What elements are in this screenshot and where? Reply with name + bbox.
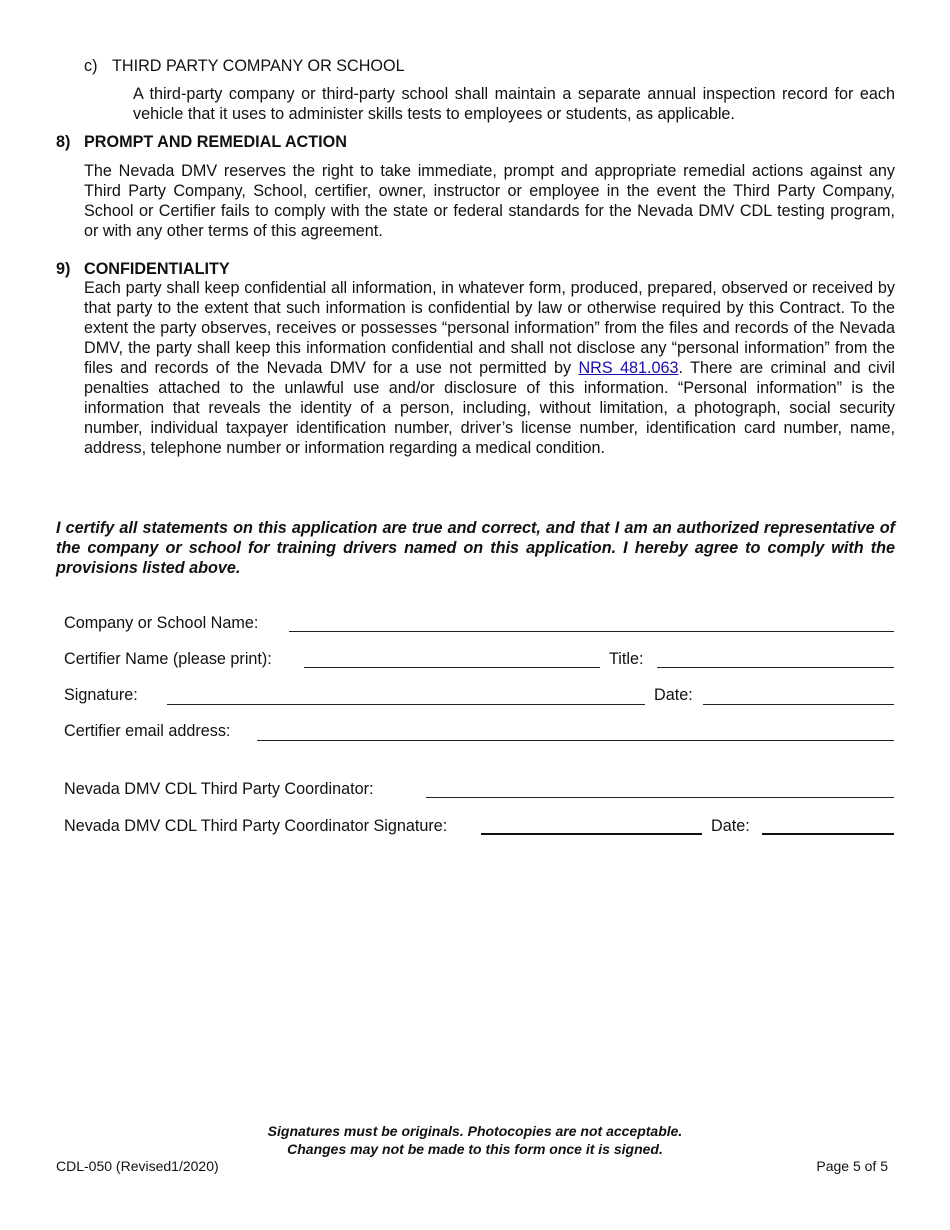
section-8-body: The Nevada DMV reserves the right to take immediate, prompt and appropriate remedial actions against any Third Party Company, School, certifier, owner, instructor or employee in the event the Third Party Company, School or Certifier fails to comply with the state or federal standards for the Nevada DMV CDL testing program, or with any other terms of this agreement.: [84, 162, 895, 240]
coordinator-field[interactable]: [426, 797, 894, 798]
certification-statement: I certify all statements on this application are true and correct, and that I am an authorized representative of the company or school for training drivers named on this application. I hereby agree to comply with the provisions listed above.: [56, 519, 895, 577]
coordinator-signature-label: Nevada DMV CDL Third Party Coordinator Signature:: [64, 817, 448, 835]
company-name-label: Company or School Name:: [64, 614, 259, 632]
section-8-heading: [56, 132, 347, 152]
footer-note-line-2: Changes may not be made to this form once it is signed.: [287, 1141, 663, 1157]
certifier-email-label: Certifier email address:: [64, 722, 231, 740]
company-name-field[interactable]: [289, 631, 894, 632]
section-c-body: A third-party company or third-party school shall maintain a separate annual inspection record for each vehicle that it uses to administer skills tests to employees or students, as applicable.: [133, 85, 895, 123]
title-label: Title:: [609, 650, 644, 668]
coordinator-date-label: Date:: [711, 817, 750, 835]
section-8-number: 8): [56, 133, 71, 151]
section-9-heading: [56, 259, 230, 279]
signature-field[interactable]: [167, 704, 645, 705]
section-9-title: CONFIDENTIALITY: [84, 260, 230, 278]
certifier-email-field[interactable]: [257, 740, 894, 741]
date-label: Date:: [654, 686, 693, 704]
signature-label: Signature:: [64, 686, 138, 704]
page-number: Page 5 of 5: [816, 1158, 888, 1174]
section-9-number: 9): [56, 260, 71, 278]
form-id: CDL-050 (Revised1/2020): [56, 1158, 219, 1174]
section-9-body-text: Each party shall keep confidential all information, in whatever form, produced, prepared, observed or received by that party to the extent that such information is confidential by law or otherwise required by this Contract. To the extent the party observes, receives or possesses “personal information” from the files and records of the Nevada DMV, the party shall keep this information confidential and shall not disclose any “personal information” from the files and records of the Nevada DMV for a use not permitted by: [84, 279, 895, 377]
certifier-name-label: Certifier Name (please print):: [64, 650, 272, 668]
section-c-label: c): [84, 57, 98, 75]
footer-note: [0, 1122, 950, 1158]
title-field[interactable]: [657, 667, 894, 668]
section-c-title: THIRD PARTY COMPANY OR SCHOOL: [112, 57, 405, 75]
date-field[interactable]: [703, 704, 894, 705]
coordinator-date-field[interactable]: [762, 833, 894, 835]
footer-note-line-1: Signatures must be originals. Photocopies are not acceptable.: [267, 1123, 683, 1139]
coordinator-label: Nevada DMV CDL Third Party Coordinator:: [64, 780, 374, 798]
nrs-481-063-link[interactable]: NRS 481.063: [578, 359, 679, 377]
section-8-title: PROMPT AND REMEDIAL ACTION: [84, 133, 347, 151]
section-9-body: [84, 278, 895, 458]
certifier-name-field[interactable]: [304, 667, 600, 668]
section-9-body-text-continued: . There are criminal and civil penalties attached to the unlawful use and/or disclosure of this information. “Personal information” is the information that reveals the identity of a person, including, without limitation, a photograph, social security number, individual taxpayer identification number, driver’s license number, identification card number, name, address, telephone number or information regarding a medical condition.: [84, 359, 895, 457]
section-c-heading: [84, 56, 405, 76]
coordinator-signature-field[interactable]: [481, 833, 702, 835]
